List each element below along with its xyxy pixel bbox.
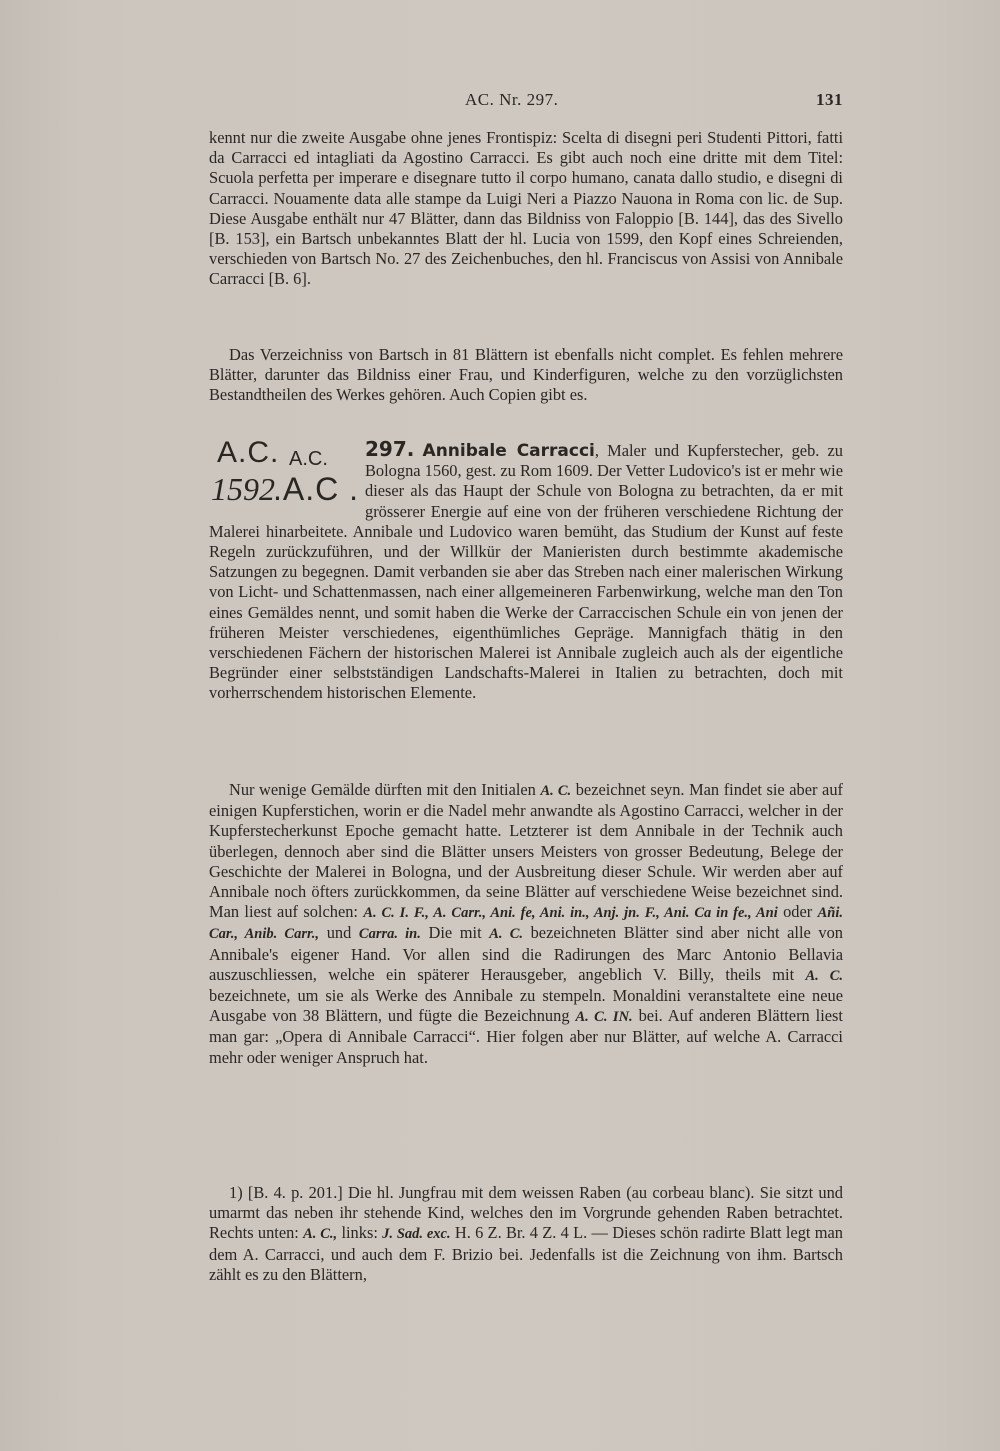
monogram-mark: A.C. [289,448,328,470]
bartsch-note-text: Das Verzeichniss von Bartsch in 81 Blättern ist ebenfalls nicht complet. Es fehlen mehrere Blätter, darunter das Bildniss einer Frau, und Kinderfiguren, welche zu den vorzüglichsten Bestandtheilen des Werkes gehören. Auch Copien gibt es. [209,345,843,405]
signature-mark: A. C. I. F., A. Carr., Ani. fe, Ani. in., Anj. jn. F., Ani. Ca in fe., Ani [363,905,778,922]
text-run: Die mit [428,923,482,943]
entry-297 [209,436,843,704]
signature-mark: J. Sad. exc. [382,1226,451,1243]
text-run: bezeichnete, um sie als Werke des Annibale zu stempeln. Monaldini veranstaltete eine neue Ausgabe von 38 Blättern, und fügte die Bezeichnung [209,986,843,1026]
text-run: bei. Auf anderen Blättern liest man gar: „Opera di Annibale Carracci“. Hier folgen aber nur Blätter, auf welche A. Carracci mehr oder weniger Anspruch hat. [209,1006,843,1067]
entry-number: 297. [365,437,415,461]
monogram-mark: .A.C . [273,471,360,507]
entry-biography-text: , Maler und Kupferstecher, geb. zu Bologna 1560, gest. zu Rom 1609. Der Vetter Ludovico's ist er mehr wie dieser als das Haupt der Schule von Bologna zu betrachten, da er mit grösserer Energie auf eine von der früheren verschiedene Richtung der Malerei hinarbeitete. Annibale und Ludovico waren bemüht, das Studium der Kunst auf feste Regeln zurückzuführen, und der Willkür der Manieristen durch bestimmte akademische Satzungen zu begegnen. Damit verbanden sie aber das Streben nach einer malerischen Wirkung von Licht- und Schattenmassen, nach einer allgemeineren Farbenwirkung, welche man den Ton eines Gemäldes nennt, und somit haben die Werke der Carraccischen Schule ein von jenen der früheren Meister verschiedenes, eigenthümliches Gepräge. Mannigfach thätig in den verschiedenen Fächern der historischen Malerei ist Annibale zugleich auch als der eigentliche Begründer einer selbstständigen Landschafts-Malerei in Italien zu betrachten, doch mit vorherrschendem historischen Elemente. [209,441,843,703]
signatures-text [209,780,843,1068]
signature-mark: Añi. Car., Anib. Carr., [209,905,843,943]
page-number: 131 [816,90,843,109]
entry-biography [209,436,843,704]
monogram-mark: 1592 [211,471,275,507]
signature-mark: A. C. IN. [575,1009,633,1026]
text-run: H. 6 Z. Br. 4 Z. 4 L. — Dieses schön radirte Blatt legt man dem A. Carracci, und auch dem F. Brizio bei. Jedenfalls ist die Zeichnung von ihm. Bartsch zählt es zu den Blättern, [209,1223,843,1284]
signature-mark: A. C. [489,926,523,943]
signature-mark: A. C. [540,783,572,799]
page-header [209,90,843,114]
text-run: links: [341,1223,378,1243]
catalogue-item-text [209,1183,843,1285]
bartsch-note-paragraph [209,345,843,406]
intro-paragraph: kennt nur die zweite Ausgabe ohne jenes Frontispiz: Scelta di disegni peri Studenti Pittori, fatti da Carracci ed intagliati da Agostino Carracci. Es gibt auch noch eine dritte mit dem Titel: Scuola perfetta per imperare e disegnare tutto il corpo humano, canata dallo studio, e disegni di Carracci. Nouamente data alle stampe da Luigi Neri a Piazzo Nauona in Roma con lic. de Sup. Diese Ausgabe enthält nur 47 Blätter, dann das Bildniss von Faloppio [B. 144], das des Sivello [B. 153], ein Bartsch unbekanntes Blatt der hl. Lucia von 1599, den Kopf eines Schreienden, verschieden von Bartsch No. 27 des Zeichenbuches, den hl. Franciscus von Assisi von Annibale Carracci [B. 6]. [209,128,843,289]
text-run: bezeichneten Blätter sind aber nicht alle von Annibale's eigener Hand. Vor allen sind die Radirungen des Marc Antonio Bellavia auszuschliessen, welche ein späterer Herausgeber, angeblich V. Billy, theils mit [209,923,843,984]
running-head: AC. Nr. 297. [465,90,559,109]
signature-mark: Carra. in. [358,926,421,943]
text-run: bezeichnet seyn. Man findet sie aber auf einigen Kupferstichen, worin er die Nadel mehr anwandte als Agostino Carracci, welcher in der Kupferstecherkunst Epoche gemacht hatte. Letzterer ist dem Annibale in der Technik auch überlegen, dennoch aber sind die Blätter unsers Meisters von grosser Bedeutung, Belege der Geschichte der Malerei in Bologna, und der Ausbreitung dieser Schule. Wir werden aber auf Annibale noch öfters zurückkommen, da seine Blätter auf verschiedene Weise bezeichnet sind. Man liest auf solchen: [209,780,843,922]
text-run: oder [783,902,813,922]
text-run: 1) [B. 4. p. 201.] Die hl. Jungfrau mit dem weissen Raben (au corbeau blanc). Sie sitzt und umarmt das neben ihr stehende Kind, welches den im Vorgrunde gehenden Raben betrachtet. Rechts unten: [209,1183,843,1243]
monogram-mark: A.C. [217,436,280,469]
artist-name: Annibale Carracci [422,441,595,461]
continuation-paragraph [209,128,843,290]
signature-mark: A. C., [303,1226,338,1243]
text-run: Nur wenige Gemälde dürften mit den Initialen [229,780,536,799]
monogram-group [201,436,361,519]
signature-mark: A. C. [805,967,843,984]
signatures-paragraph [209,780,843,1068]
catalogue-item-1 [209,1183,843,1285]
text-run: und [326,923,352,943]
